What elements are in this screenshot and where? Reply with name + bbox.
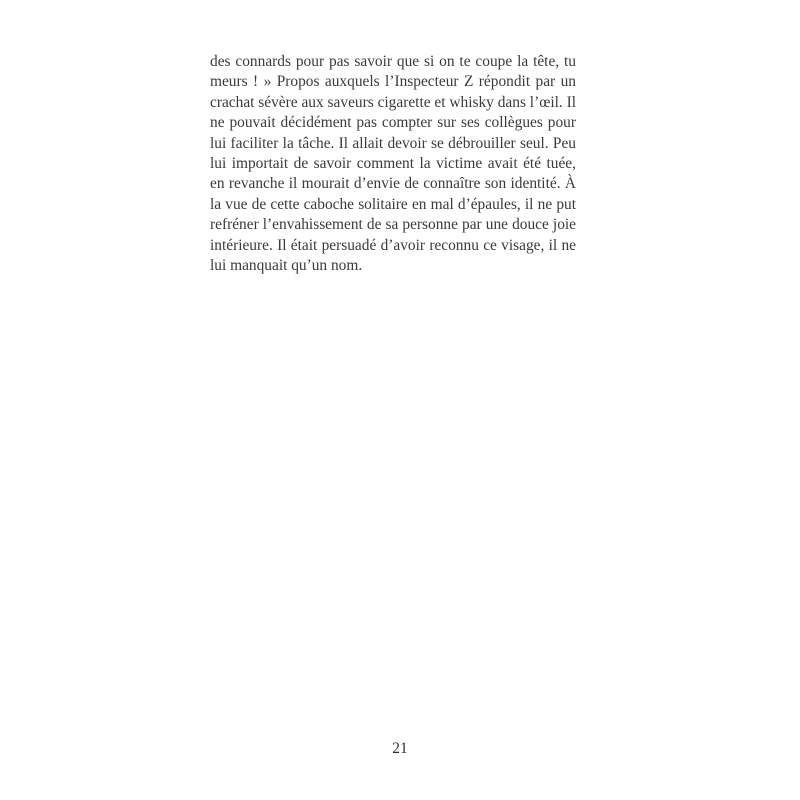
text-line: refréner l’envahissement de sa personne par une douce joie	[210, 216, 576, 234]
text-line: lui manquait qu’un nom.	[210, 257, 363, 275]
text-line: meurs ! » Propos auxquels l’Inspecteur Z répondit par un	[210, 73, 576, 91]
text-line: des connards pour pas savoir que si on te coupe la tête, tu	[210, 53, 576, 70]
text-line: lui faciliter la tâche. Il allait devoir se débrouiller seul. Peu	[210, 134, 576, 152]
text-line: crachat sévère aux saveurs cigarette et whisky dans l’œil. Il	[210, 93, 576, 111]
text-line: ne pouvait décidément pas compter sur ses collègues pour	[210, 114, 576, 132]
page-number: 21	[392, 740, 408, 757]
body-paragraph	[210, 52, 576, 276]
text-line: lui importait de savoir comment la victime avait été tuée,	[210, 155, 576, 173]
text-line: en revanche il mourait d’envie de connaître son identité. À	[210, 175, 576, 193]
text-line: intérieure. Il était persuadé d’avoir reconnu ce visage, il ne	[210, 236, 576, 254]
text-line: la vue de cette caboche solitaire en mal d’épaules, il ne put	[210, 195, 576, 213]
